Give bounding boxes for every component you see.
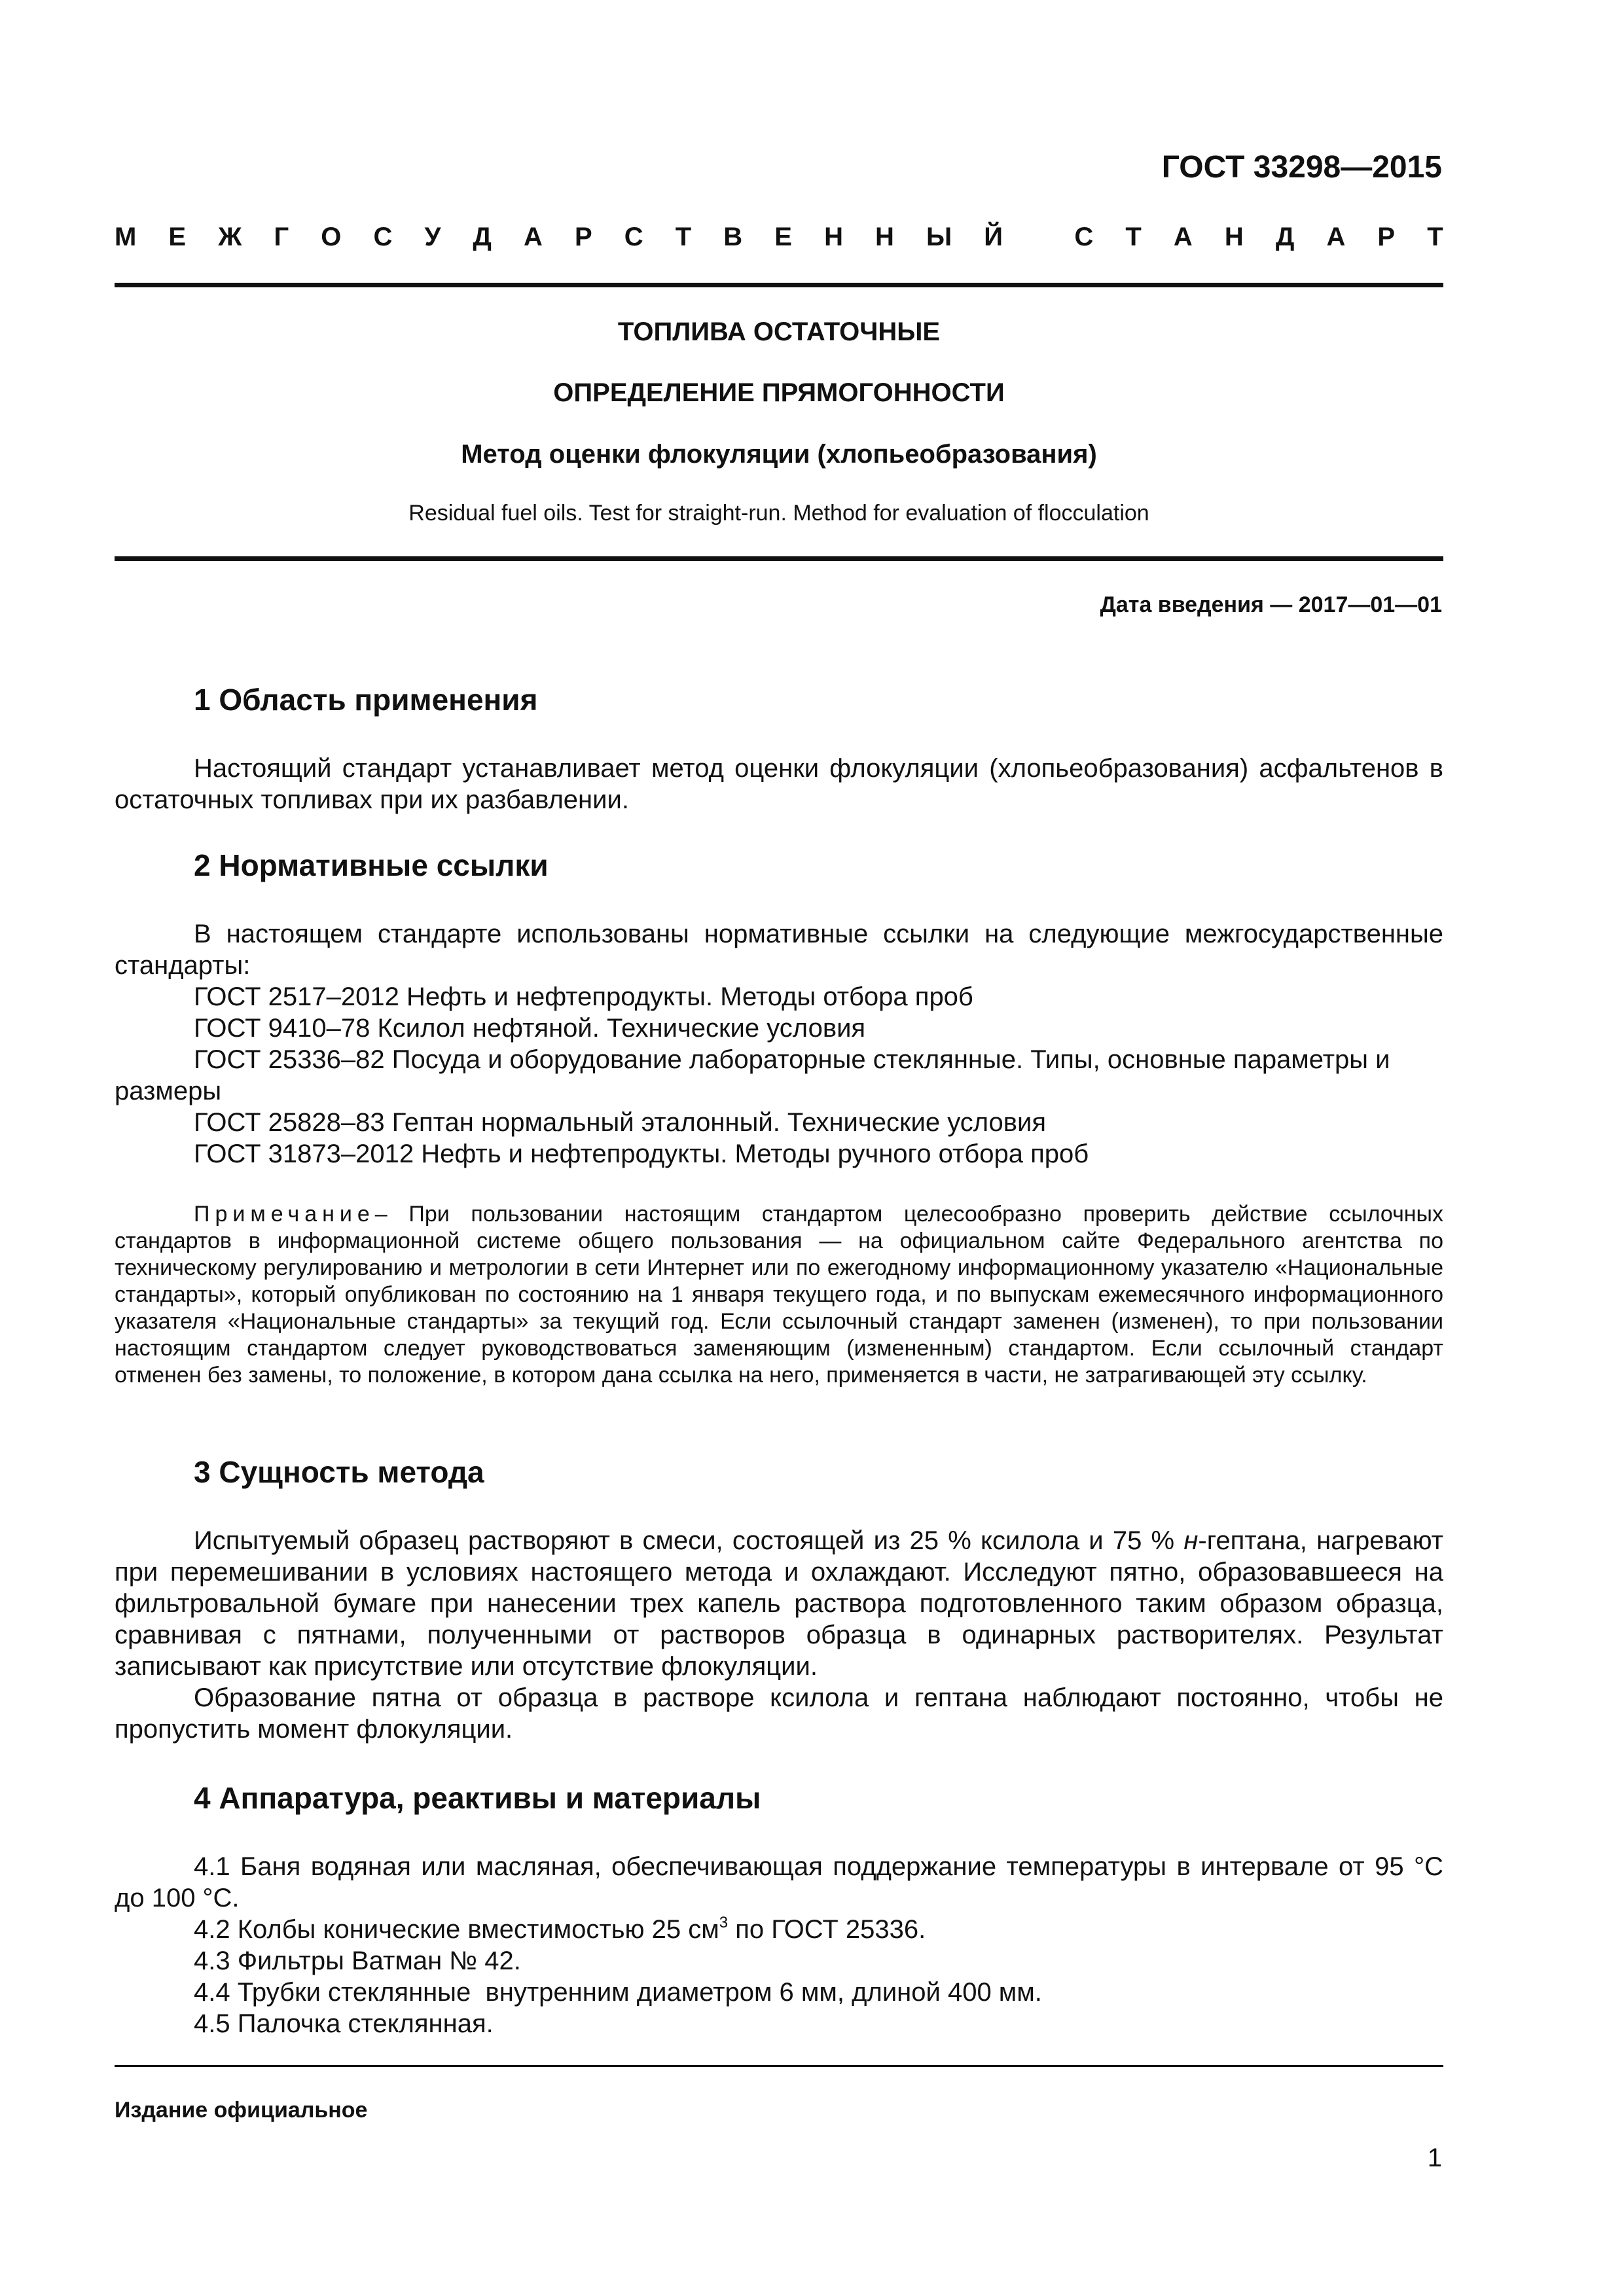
interstate-letter: С xyxy=(373,223,393,251)
reference-item: ГОСТ 31873–2012 Нефть и нефтепродукты. Методы ручного отбора проб xyxy=(194,1139,1089,1168)
interstate-letter: М xyxy=(115,223,137,251)
interstate-letter: А xyxy=(1173,223,1193,251)
note-text: – При пользовании настоящим стандартом целесообразно проверить действие ссылочных стандартов в информационной системе общего пользования — на официальном сайте Федерального агентства по техническому регулированию и метрологии в сети Интернет или по ежегодному информационному указателю «Национальные стандарты», который опубликован по состоянию на 1 января текущего года, и по выпускам ежемесячного информационного указателя «Национальные стандарты» за текущий год. Если ссылочный стандарт заменен (изменен), то при пользовании настоящим стандартом следует руководствоваться заменяющим (измененным) стандартом. Если ссылочный стандарт отменен без замены, то положение, в котором дана ссылка на него, применяется в части, не затрагивающей эту ссылку. xyxy=(115,1202,1443,1388)
interstate-letter: Е xyxy=(774,223,792,251)
interstate-letter: Г xyxy=(274,223,289,251)
interstate-letter xyxy=(1035,223,1042,252)
reference-item: ГОСТ 2517–2012 Нефть и нефтепродукты. Методы отбора проб xyxy=(194,982,973,1011)
section-1-text: Настоящий стандарт устанавливает метод оценки флокуляции (хлопьеобразования) асфальтенов в остаточных топливах при их разбавлении. xyxy=(115,754,1443,814)
item-4-2: 4.2 Колбы конические вместимостью 25 $см^3$ по ГОСТ 25336. xyxy=(194,1914,926,1944)
item-4-1: 4.1 Баня водяная или масляная, обеспечивающая поддержание температуры в интервале от 95 °С до 100 °С. xyxy=(115,1852,1443,1912)
section-2-intro: В настоящем стандарте использованы нормативные ссылки на следующие межгосударственные стандарты: xyxy=(115,920,1443,980)
interstate-letter: С xyxy=(1074,223,1094,251)
interstate-letter: Т xyxy=(1427,223,1443,251)
interstate-letter: А xyxy=(524,223,543,251)
introduction-date: Дата введения — 2017—01—01 xyxy=(1100,592,1442,617)
interstate-letter: В xyxy=(723,223,743,251)
interstate-letter: Р xyxy=(1377,223,1396,251)
normative-references-list xyxy=(115,981,1443,1170)
note-label: Примечание xyxy=(194,1202,375,1227)
section-3-paragraph-1: Испытуемый образец растворяют в смеси, состоящей из 25 % ксилола и 75 % н-гептана, нагревают при перемешивании в условиях настоящего метода и охлаждают. Исследуют пятно, образовавшееся на фильтровальной бумаге при нанесении трех капель раствора подготовленного таким образом образца, сравнивая с пятнами, полученными от растворов образца в одинарных растворителях. Результат записывают как присутствие или отсутствие флокуляции. xyxy=(115,1526,1444,1681)
interstate-letter: Д xyxy=(1275,223,1295,251)
interstate-letter: Д xyxy=(473,223,492,251)
interstate-letter: Н xyxy=(1224,223,1244,251)
item-4-4: 4.4 Трубки стеклянные внутренним диаметром 6 мм, длиной 400 мм. xyxy=(194,1978,1042,2007)
item-4-5: 4.5 Палочка стеклянная. xyxy=(194,2009,494,2038)
reference-item: ГОСТ 25828–83 Гептан нормальный эталонный. Технические условия xyxy=(194,1108,1047,1137)
english-title: Residual fuel oils. Test for straight-run. Method for evaluation of flocculation xyxy=(408,501,1149,526)
gost-number: ГОСТ 33298—2015 xyxy=(1161,150,1442,185)
page-number: 1 xyxy=(1427,2144,1442,2172)
interstate-letter: Р xyxy=(575,223,592,251)
interstate-letter: С xyxy=(624,223,643,251)
interstate-letter: Н xyxy=(824,223,843,251)
interstate-letter: О xyxy=(321,223,342,251)
interstate-letter: Ж xyxy=(218,223,242,251)
interstate-letter: Ы xyxy=(926,223,952,251)
interstate-standard-label xyxy=(115,223,1443,252)
section-2-intro-block xyxy=(115,918,1443,981)
section-3-body xyxy=(115,1525,1443,1745)
interstate-letter: У xyxy=(424,223,441,251)
interstate-letter: Т xyxy=(1125,223,1142,251)
section-4-heading: 4 Аппаратура, реактивы и материалы xyxy=(194,1781,761,1815)
section-3-paragraph-2: Образование пятна от образца в растворе ксилола и гептана наблюдают постоянно, чтобы не пропустить момент флокуляции. xyxy=(115,1683,1443,1744)
interstate-letter: А xyxy=(1326,223,1346,251)
reference-item: ГОСТ 9410–78 Ксилол нефтяной. Технические условия xyxy=(194,1014,866,1043)
title-line-1: ТОПЛИВА ОСТАТОЧНЫЕ xyxy=(617,317,941,346)
section-1-body xyxy=(115,753,1443,816)
item-4-3: 4.3 Фильтры Ватман № 42. xyxy=(194,1946,521,1975)
section-4-body xyxy=(115,1851,1443,2039)
section-3-heading: 3 Сущность метода xyxy=(194,1455,484,1489)
interstate-letter: Н xyxy=(875,223,894,251)
interstate-letter: Й xyxy=(984,223,1003,251)
interstate-letter: Т xyxy=(675,223,692,251)
official-edition-label: Издание официальное xyxy=(115,2098,368,2123)
section-1-heading: 1 Область применения xyxy=(194,683,538,717)
note-block xyxy=(115,1201,1443,1389)
interstate-letter: Е xyxy=(168,223,187,251)
title-line-2: ОПРЕДЕЛЕНИЕ ПРЯМОГОННОСТИ xyxy=(553,378,1005,407)
top-divider xyxy=(115,283,1443,287)
title-line-3: Метод оценки флокуляции (хлопьеобразования) xyxy=(461,440,1097,469)
section-2-heading: 2 Нормативные ссылки xyxy=(194,848,549,882)
footer-divider xyxy=(115,2065,1443,2067)
title-divider xyxy=(115,556,1443,561)
reference-item: ГОСТ 25336–82 Посуда и оборудование лабораторные стеклянные. Типы, основные параметры и размеры xyxy=(115,1045,1390,1105)
